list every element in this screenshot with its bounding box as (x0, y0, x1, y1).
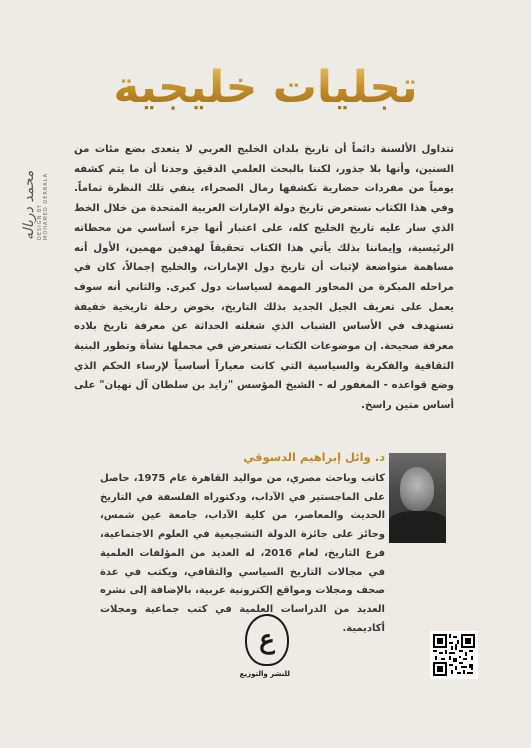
designer-name: MOHAMED DERBALA (43, 173, 49, 240)
synopsis-paragraph: تتداول الألسنة دائماً أن تاريخ بلدان الخليج العربي لا يتعدى بضع مئات من السنين، وأنها بلا جذور، لكننا بالبحث العلمي الدقيق وجدنا أن ما يتم كشفه يومياً من مفردات حضارية تكشفها رمال الصحراء، ينفي تلك النظرة تماماً. وفي هذا الكتاب نستعرض تاريخ دولة الإمارات العربية المتحدة من خلال الخط الذي سار عليه تاريخ الخليج كله، على اعتبار أنها جزء أساسي من محطاته الرئيسية، وإيماننا بذلك يأتي هذا الكتاب تحقيقاً لهدفين مهمين، الأول أنه مساهمة متواضعة لإثبات أن تاريخ دول الإمارات، والخليج إجمالاً، كان في مراحله المبكرة من المحاور المهمة لسياسات دول كبرى. والثاني أنه سوف يعمل على تعريف الجيل الجديد بذلك التاريخ، بخوض رحلة تاريخية خفيفة تستهدف في الأساس الشباب الذي شغلته الحداثة عن معرفة تاريخ بلاده معرفة صحيحة. إن موضوعات الكتاب تستعرض في مجملها نشأة وتطور البنية الثقافية والفكرية والسياسية التي كانت معياراً أساسياً لإرساء الحكم الذي وضع قواعده - المغفور له - الشيخ المؤسس "زايد بن سلطان آل نهيان" على أساس متين راسخ. (74, 144, 454, 412)
qr-code-icon (430, 631, 478, 679)
publisher-logo (239, 614, 290, 688)
designer-credit (18, 120, 49, 240)
synopsis (74, 140, 454, 416)
book-title: تجليات خليجية (0, 62, 531, 113)
designer-credit-label: DESIGN BY (37, 203, 43, 240)
author-photo (389, 453, 446, 543)
author-bio: كاتب وباحث مصري، من مواليد القاهرة عام 1975، حاصل على الماجستير في الآداب، ودكتوراه الفلسفة في التاريخ الحديث والمعاصر، من كلية الآداب، جامعة عين شمس، وحائز على جائزة الدولة التشجيعية في العلوم الاجتماعية، فرع التاريخ، لعام 2016، له العديد من المؤلفات العلمية في مجالات التاريخ السياسي والثقافي، ويكتب في عدة صحف ومجلات ومواقع إلكترونية عربية، بالإضافة إلى نشره العديد من الدراسات العلمية في كتب جماعية ومجلات أكاديمية. (100, 473, 385, 634)
designer-signature: محمد درباله (21, 170, 37, 240)
publisher-logo-icon: ع (245, 614, 289, 666)
author-photo-face (400, 467, 434, 511)
author-name: د. وائل إبراهيم الدسوقي (243, 450, 385, 464)
author-photo-shoulders (389, 511, 446, 543)
publisher-tagline: للنشر والتوزيع (239, 670, 290, 678)
